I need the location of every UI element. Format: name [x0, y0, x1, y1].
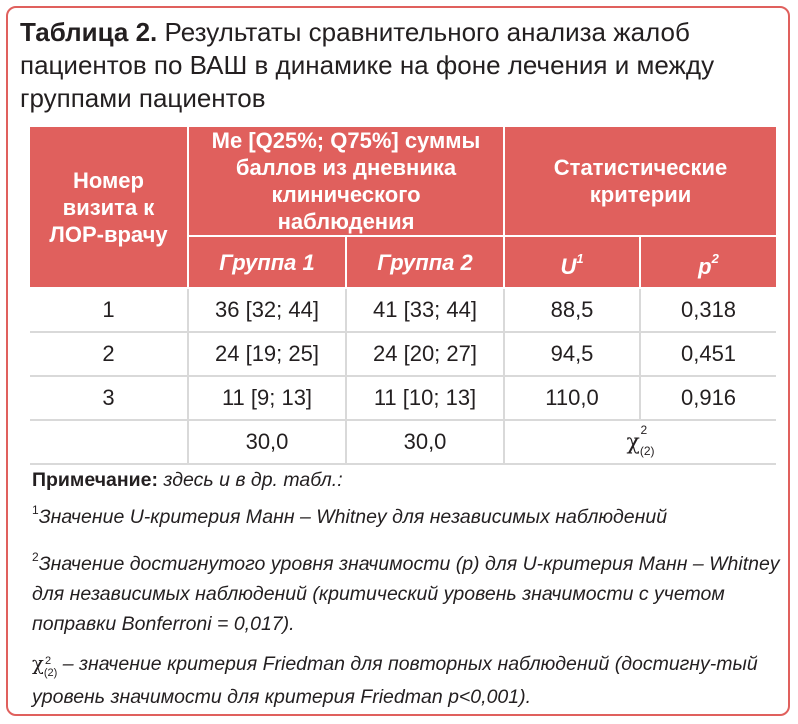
cell-visit: 2 — [30, 332, 188, 376]
table-title — [20, 16, 780, 115]
header-p: $p^2$ — [640, 236, 776, 288]
cell-group1-summary: 30,0 — [188, 420, 346, 464]
cell-group1: 24 [19; 25] — [188, 332, 346, 376]
cell-visit: 1 — [30, 288, 188, 332]
header-group2: Группа 2 — [346, 236, 504, 288]
cell-u: 110,0 — [504, 376, 640, 420]
cell-p: 0,916 — [640, 376, 776, 420]
header-u: $U^1$ — [504, 236, 640, 288]
header-me: Me [Q25%; Q75%] суммы баллов из дневника клинического наблюдения — [188, 127, 504, 236]
table-row — [30, 376, 776, 420]
cell-group1: 36 [32; 44] — [188, 288, 346, 332]
note-1: $^1$Значение U-критерия Манн – Whitney для независимых наблюдений — [32, 503, 668, 528]
summary-row — [30, 420, 776, 464]
table-row — [30, 288, 776, 332]
note-intro: Примечание: здесь и в др. табл.: — [32, 469, 343, 491]
header-stat: Статистические критерии — [504, 127, 776, 236]
header-visit: Номер визита к ЛОР-врачу — [30, 127, 188, 288]
note-2: $^2$Значение достигнутого уровня значимости (р) для U-критерия Манн – Whitney для независимых наблюдений (критический уровень значимости с учетом поправки Bonferroni = 0,017). — [32, 550, 780, 635]
cell-chi-square: χ 2 $_{(2)}$ — [504, 420, 776, 464]
cell-group2: 41 [33; 44] — [346, 288, 504, 332]
title-text: Результаты сравнительного анализа жалоб пациентов по ВАШ в динамике на фоне лечения и между группами пациентов — [20, 17, 715, 113]
cell-p: 0,451 — [640, 332, 776, 376]
cell-visit — [30, 420, 188, 464]
cell-visit: 3 — [30, 376, 188, 420]
table-notes — [32, 465, 780, 712]
cell-p: 0,318 — [640, 288, 776, 332]
title-label: Таблица 2. — [20, 17, 158, 47]
cell-group1: 11 [9; 13] — [188, 376, 346, 420]
cell-u: 88,5 — [504, 288, 640, 332]
note-3: χ 2 $_{(2)}$ – значение критерия Friedman для повторных наблюдений (достигну-тый уровень значимости для критерия Friedman p<0,001). — [32, 652, 758, 708]
cell-group2: 24 [20; 27] — [346, 332, 504, 376]
cell-u: 94,5 — [504, 332, 640, 376]
cell-group2-summary: 30,0 — [346, 420, 504, 464]
header-group1: Группа 1 — [188, 236, 346, 288]
results-table — [30, 127, 776, 459]
cell-group2: 11 [10; 13] — [346, 376, 504, 420]
table-row — [30, 332, 776, 376]
